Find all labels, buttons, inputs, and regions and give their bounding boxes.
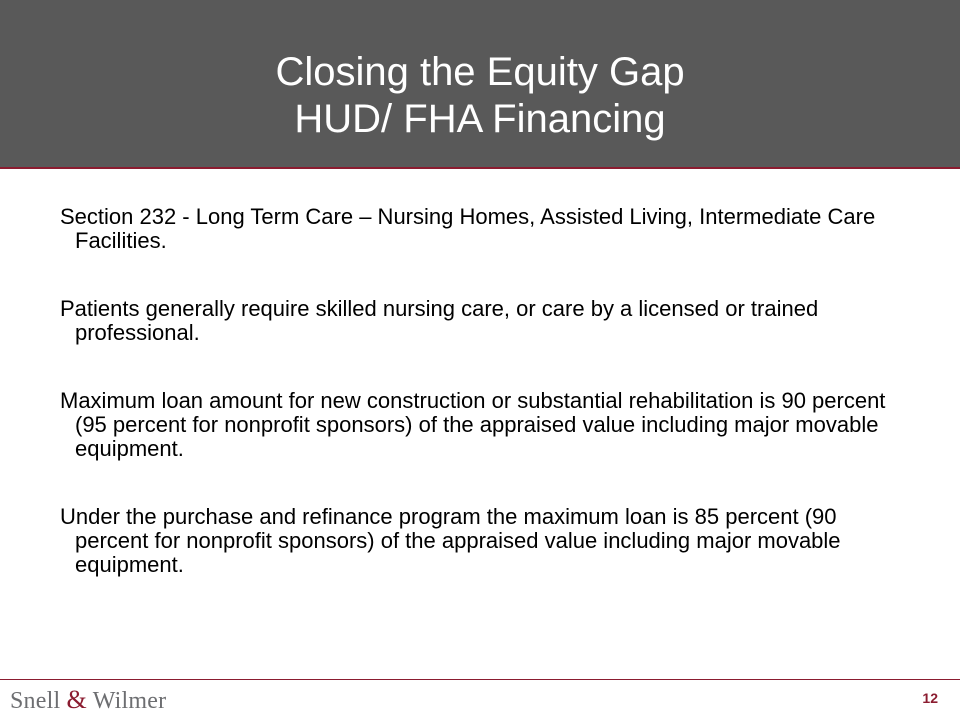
slide-title-line-1: Closing the Equity Gap <box>275 50 685 94</box>
paragraph-maximum-loan: Maximum loan amount for new construction or substantial rehabilitation is 90 percent (95 percent for nonprofit sponsors) of the appraised value including major movable equipment. <box>60 388 886 461</box>
paragraph-patients: Patients generally require skilled nursing care, or care by a licensed or trained professional. <box>60 296 819 345</box>
slide-title-line-2: HUD/ FHA Financing <box>294 97 666 141</box>
footer-divider <box>0 679 960 680</box>
title-divider <box>0 167 960 169</box>
logo-text-wilmer: Wilmer <box>86 688 167 714</box>
slide-title <box>0 49 960 143</box>
paragraph-section-232: Section 232 - Long Term Care – Nursing Homes, Assisted Living, Intermediate Care Facilities. <box>60 204 876 253</box>
slide-body <box>60 205 910 621</box>
logo-text-snell: Snell <box>10 688 67 714</box>
snell-and-wilmer-logo <box>10 685 166 715</box>
logo-ampersand: & <box>66 685 87 714</box>
page-number: 12 <box>922 690 938 706</box>
paragraph-purchase-refinance: Under the purchase and refinance program the maximum loan is 85 percent (90 percent for nonprofit sponsors) of the appraised value including major movable equipment. <box>60 504 841 577</box>
